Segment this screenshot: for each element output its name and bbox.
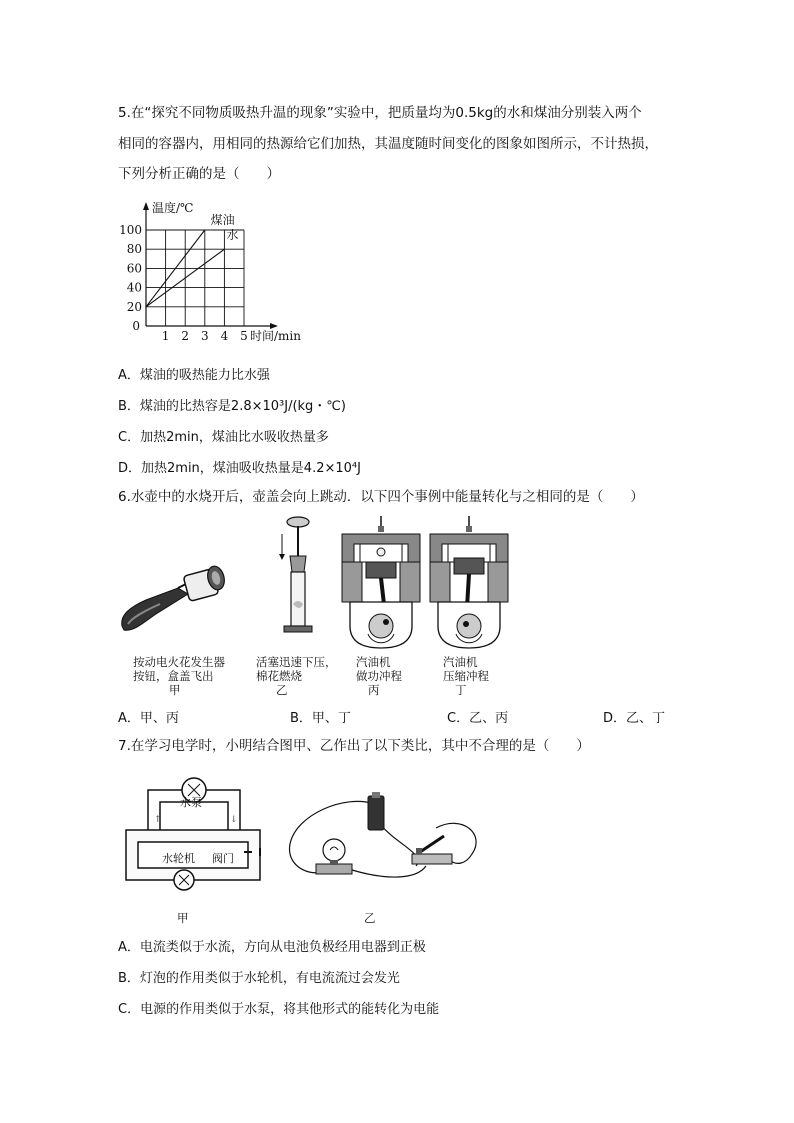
q6-stem: 6.水壶中的水烧开后，壶盖会向上跳动．以下四个事例中能量转化与之相同的是（ ） [118,489,644,505]
y-tick-label: 60 [126,261,142,276]
engine-power-stroke-figure [338,514,424,650]
series-label-kerosene: 煤油 [210,213,235,227]
x-tick-label: 5 [240,329,248,343]
y-tick-label: 80 [126,242,142,257]
fig-bing-line2: 做功冲程 [356,669,402,683]
y-tick-label: 40 [126,280,142,295]
y-axis-title: 温度/℃ [152,201,194,215]
fig-jia-caption [133,655,225,697]
fig-bing-caption [356,655,402,697]
fig-bing-tag: 丙 [368,683,380,697]
q5-option-c[interactable]: C．加热2min，煤油比水吸收热量多 [118,430,329,445]
y-tick-label: 20 [126,299,142,314]
fig-yi-line2: 棉花燃烧 [256,669,302,683]
q5-option-b[interactable]: B．煤油的比热容是2.8×10³J/(kg・℃) [118,399,346,414]
chart-grid [146,230,244,326]
fig-ding-line1: 汽油机 [443,655,478,669]
x-tick-label: 1 [161,329,170,343]
q7-fig-yi-tag: 乙 [364,911,376,925]
x-axis-title: 时间/min [250,329,301,343]
q5-stem-line-2: 相同的容器内，用相同的热源给它们加热，其温度随时间变化的图象如图所示，不计热损， [118,136,658,152]
engine-compression-stroke-figure [426,514,512,650]
fig-ding-caption [443,655,489,697]
q6-option-d[interactable]: D．乙、丁 [603,711,666,726]
q7-fig-jia-tag: 甲 [177,911,189,925]
series-label-water: 水 [226,228,239,243]
electric-circuit-figure [286,784,486,888]
y-tick-label: 100 [119,223,142,237]
fig-ding-tag: 丁 [455,683,467,697]
q6-option-b[interactable]: B．甲、丁 [290,711,351,726]
valve-label: 阀门 [212,852,234,865]
fig-bing-line1: 汽油机 [356,655,391,669]
q6-option-a[interactable]: A．甲、丙 [118,711,179,726]
fig-jia-line1: 按动电火花发生器 [133,655,225,669]
fig-jia-line2: 按钮，盒盖飞出 [133,669,214,683]
q5-stem-line-1: 5.在“探究不同物质吸热升温的现象”实验中，把质量均为0.5kg的水和煤油分别装入两个 [118,105,642,121]
x-tick-label: 3 [200,329,209,343]
svg-text:↓: ↓ [230,815,238,825]
fig-yi-tag: 乙 [276,683,288,697]
q5-option-a[interactable]: A．煤油的吸热能力比水强 [118,368,270,383]
x-tick-label: 4 [220,329,229,343]
fire-syringe-figure [276,514,320,642]
spark-generator-figure [116,548,234,638]
q7-option-b[interactable]: B．灯泡的作用类似于水轮机，有电流流过会发光 [118,971,400,986]
q5-option-d[interactable]: D．加热2min，煤油吸收热量是4.2×10⁴J [118,461,361,476]
q7-option-a[interactable]: A．电流类似于水流，方向从电池负极经用电器到正极 [118,940,426,955]
fig-ding-line2: 压缩冲程 [443,669,489,683]
water-pump-label: 水泵 [180,796,202,809]
q6-option-c[interactable]: C．乙、丙 [447,711,509,726]
temperature-time-chart [118,196,318,346]
q7-stem: 7.在学习电学时，小明结合图甲、乙作出了以下类比，其中不合理的是（ ） [118,738,590,754]
fig-jia-tag: 甲 [169,683,181,697]
water-circuit-figure [118,768,268,892]
y-axis-arrow [143,202,149,210]
x-tick-label: 2 [181,329,190,343]
origin-label: 0 [132,319,140,333]
q7-option-c[interactable]: C．电源的作用类似于水泵，将其他形式的能转化为电能 [118,1002,440,1017]
fig-yi-caption [256,655,337,697]
q5-stem-line-3: 下列分析正确的是（ ） [118,166,280,182]
water-turbine-label: 水轮机 [162,852,195,865]
svg-text:↑: ↑ [154,815,162,825]
fig-yi-line1: 活塞迅速下压， [256,655,337,669]
